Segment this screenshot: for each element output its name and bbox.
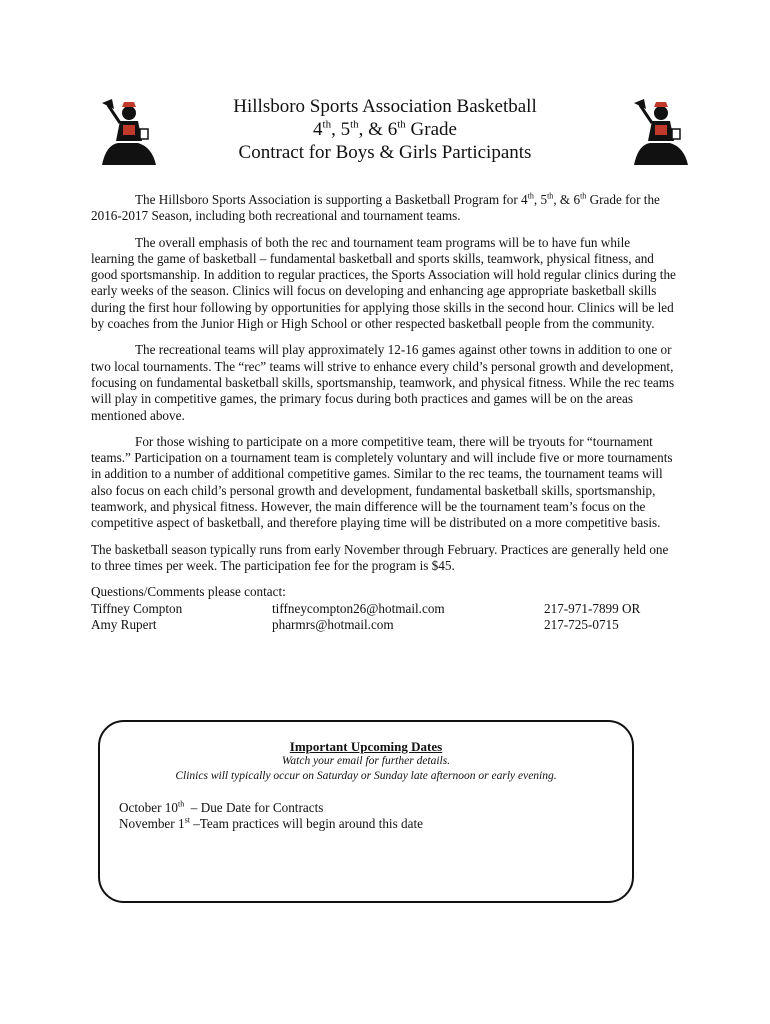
contact-phone: 217-725-0715: [544, 616, 619, 632]
title-block: [170, 95, 600, 164]
logo-right: [630, 95, 690, 167]
dates-list: [119, 800, 632, 833]
paragraph-season: The basketball season typically runs from early November through February. Practices are generally held one to three times per week. The participation fee for the program is $45.: [91, 541, 669, 573]
title-line-2: 4th, 5th, & 6th Grade: [313, 118, 457, 140]
contact-name: Amy Rupert: [91, 616, 157, 632]
contact-row: [91, 601, 676, 617]
contact-email: pharmrs@hotmail.com: [272, 616, 394, 632]
important-dates-box: [98, 720, 634, 903]
date-item: November 1st –Team practices will begin around this date: [119, 815, 423, 832]
dates-heading: Important Upcoming Dates: [289, 739, 443, 754]
paragraph-intro: The Hillsboro Sports Association is supporting a Basketball Program for 4th, 5th, & 6th Grade for the 2016-2017 Season, including both recreational and tournament teams.: [91, 191, 660, 224]
logo-left: [98, 95, 158, 167]
paragraph-recreational: The recreational teams will play approximately 12-16 games against other towns in addition to one or two local tournaments. The “rec” teams will strive to enhance every child’s personal growth and development, focusing on fundamental basketball skills, sportsmanship, teamwork, and physical fitness. While the rec teams will play in competitive games, the primary focus during both practices and games will be on the areas mentioned above.: [91, 342, 675, 423]
contacts-heading: Questions/Comments please contact:: [91, 584, 286, 600]
date-item: October 10th – Due Date for Contracts: [119, 799, 324, 815]
dates-note: Clinics will typically occur on Saturday or Sunday late afternoon or early evening.: [175, 770, 557, 782]
miner-mascot-icon: [630, 95, 690, 167]
contract-body: [91, 192, 676, 633]
paragraph-tournament: For those wishing to participate on a more competitive team, there will be tryouts for “tournament teams.” Participation on a tournament team is completely voluntary and will include five or more tournaments in addition to a number of additional competitive games. Similar to the rec teams, the tournament teams will also focus on each child’s personal growth and development, fundamental basketball skills, sportsmanship, teamwork, and physical fitness. However, the main difference will be the tournament team’s focus on the competitive aspect of basketball, and therefore playing time will be distributed on a more competitive basis.: [91, 433, 673, 531]
dates-note: Watch your email for further details.: [281, 755, 451, 767]
contact-phone: 217-971-7899 OR: [544, 600, 641, 616]
contact-name: Tiffney Compton: [91, 600, 183, 616]
title-line-1: Hillsboro Sports Association Basketball: [233, 96, 537, 117]
miner-mascot-icon: [98, 95, 158, 167]
contact-email: tiffneycompton26@hotmail.com: [272, 600, 445, 616]
paragraph-emphasis: The overall emphasis of both the rec and tournament team programs will be to have fun while learning the game of basketball – fundamental basketball and sports skills, teamwork, physical fitness, and good sportsmanship. In addition to regular practices, the Sports Association will hold regular clinics during the early weeks of the season. Clinics will focus on developing and enhancing age appropriate basketball skills during the first hour following by opportunities for applying those skills in the second hour. Clinics will be led by coaches from the Junior High or High School or other respected basketball people from the community.: [91, 234, 676, 332]
contacts-section: [91, 584, 676, 633]
contact-row: [91, 617, 676, 633]
title-line-3: Contract for Boys & Girls Participants: [238, 142, 532, 163]
